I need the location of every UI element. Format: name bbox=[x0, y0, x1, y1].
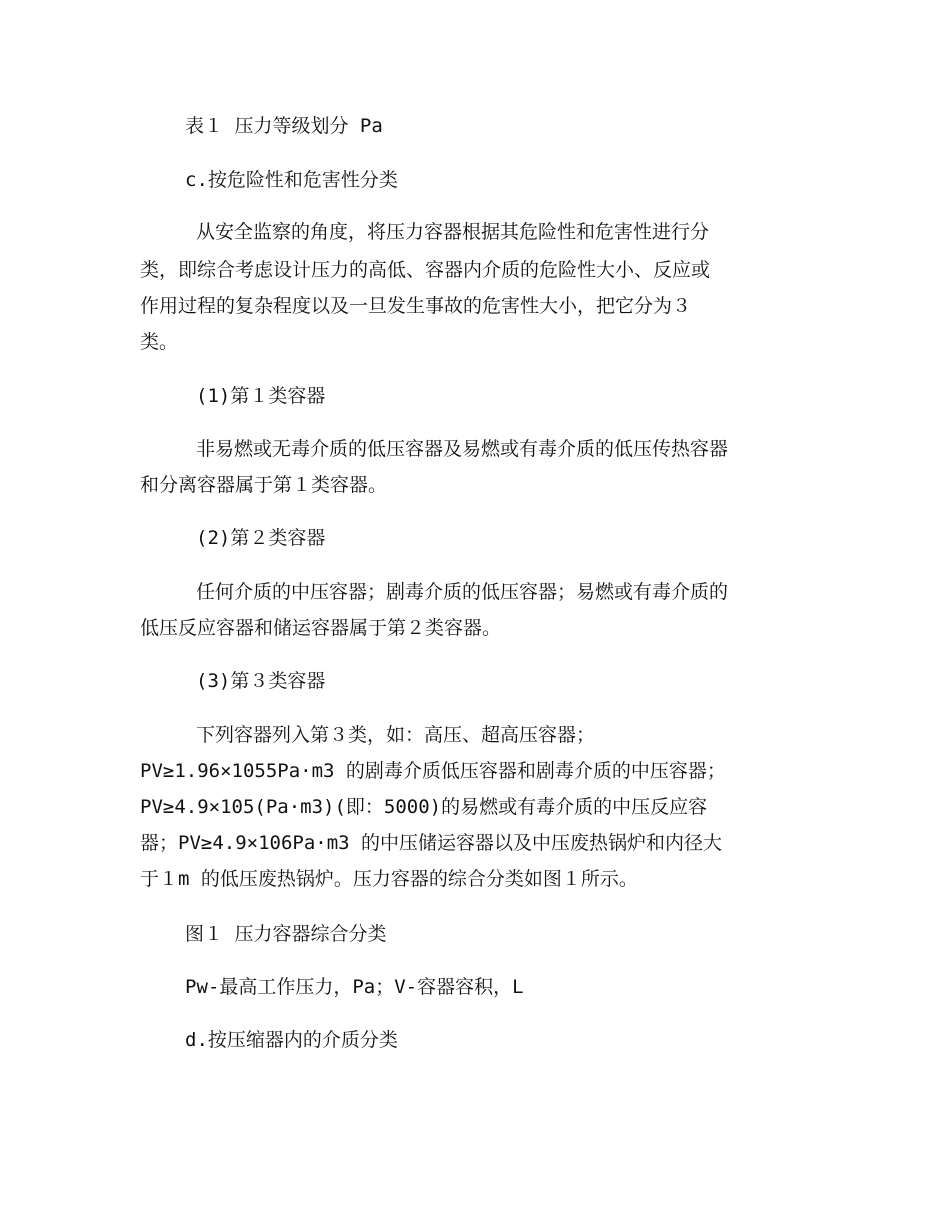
paragraph-line: PV≥4.9×105(Pa·m3)(即：5000)的易燃或有毒介质的中压反应容 bbox=[140, 796, 708, 818]
paragraph-line: 低压反应容器和储运容器属于第２类容器。 bbox=[140, 617, 502, 639]
class1-heading: (1)第１类容器 bbox=[196, 385, 326, 407]
paragraph-line: 非易燃或无毒介质的低压容器及易燃或有毒介质的低压传热容器 bbox=[196, 438, 729, 460]
paragraph-line: 作用过程的复杂程度以及一旦发生事故的危害性大小，把它分为３ bbox=[140, 295, 692, 317]
paragraph-line: PV≥1.96×1055Pa·m3 的剧毒介质低压容器和剧毒介质的中压容器； bbox=[140, 760, 726, 782]
paragraph-line: 和分离容器属于第１类容器。 bbox=[140, 474, 388, 496]
section-c-heading: c.按危险性和危害性分类 bbox=[185, 169, 398, 191]
table1-caption: 表１ 压力等级划分 Pa bbox=[185, 115, 383, 137]
section-d-heading: d.按压缩器内的介质分类 bbox=[185, 1029, 398, 1051]
paragraph-line: 器；PV≥4.9×106Pa·m3 的中压储运容器以及中压废热锅炉和内径大 bbox=[140, 832, 723, 854]
paragraph-line: 类。 bbox=[140, 331, 179, 353]
paragraph-line: 任何介质的中压容器；剧毒介质的低压容器；易燃或有毒介质的 bbox=[196, 581, 729, 603]
paragraph-line: 下列容器列入第３类，如：高压、超高压容器； bbox=[196, 724, 596, 746]
figure1-caption: 图１ 压力容器综合分类 bbox=[185, 923, 387, 945]
paragraph-line: 类，即综合考虑设计压力的高低、容器内介质的危险性大小、反应或 bbox=[140, 259, 711, 281]
paragraph-line: 于１m 的低压废热锅炉。压力容器的综合分类如图１所示。 bbox=[140, 868, 638, 890]
paragraph-line: 从安全监察的角度，将压力容器根据其危险性和危害性进行分 bbox=[196, 221, 710, 243]
class3-heading: (3)第３类容器 bbox=[196, 670, 326, 692]
class2-heading: (2)第２类容器 bbox=[196, 527, 326, 549]
figure1-legend: Pw-最高工作压力，Pa；V-容器容积，L bbox=[185, 976, 524, 998]
